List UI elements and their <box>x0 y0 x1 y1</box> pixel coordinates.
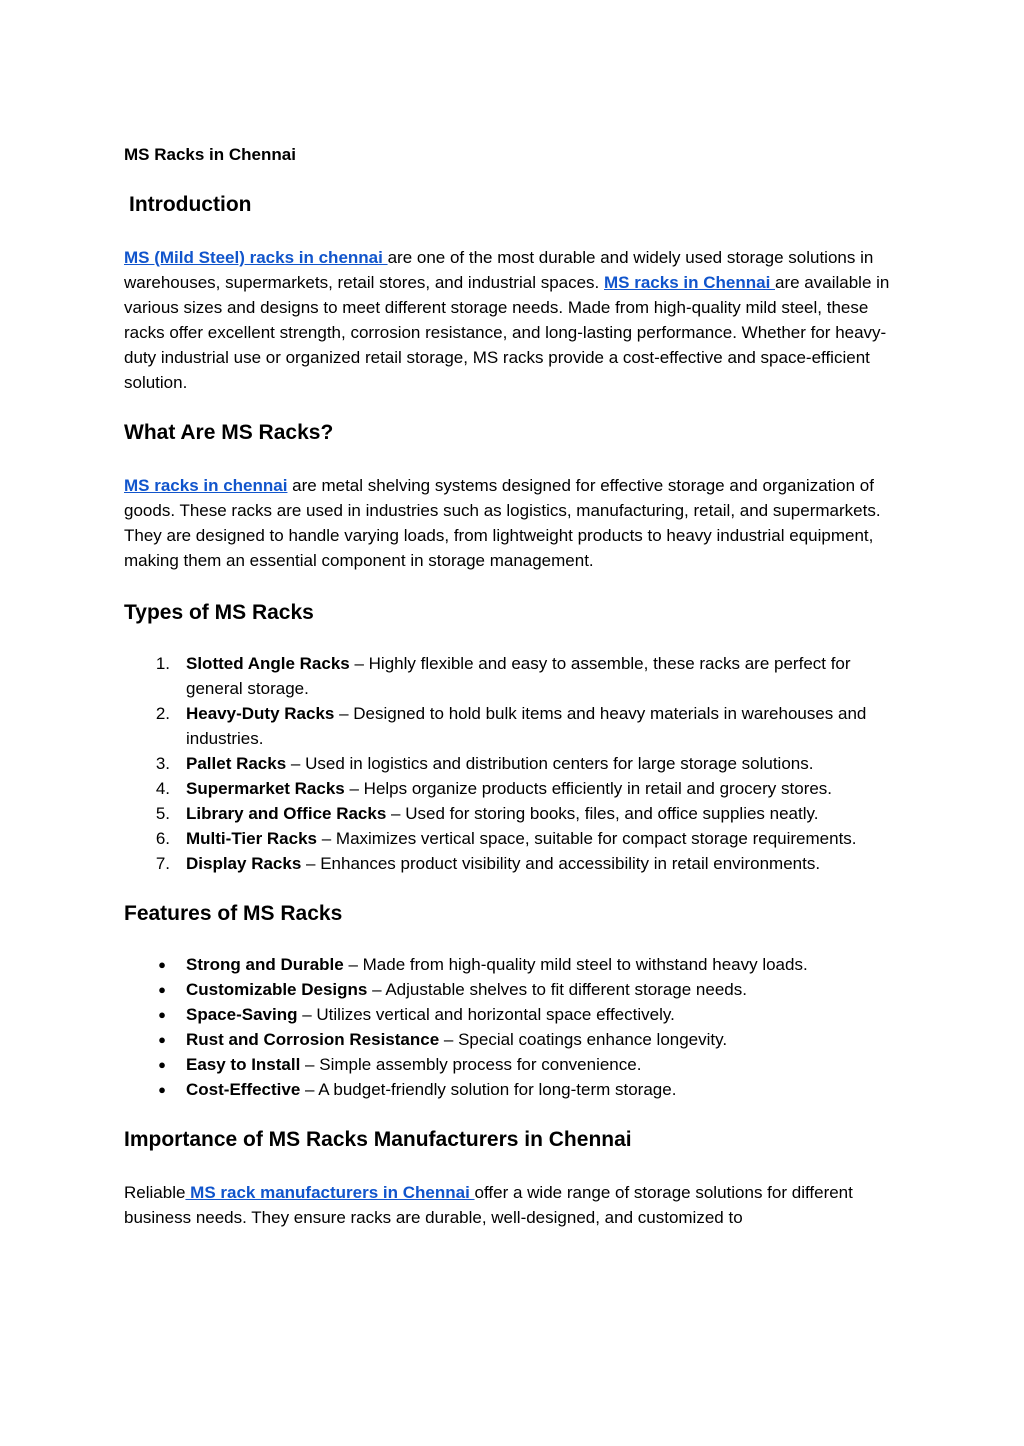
list-number: 5. <box>155 804 170 823</box>
features-list <box>124 952 904 1102</box>
ms-racks-link-2[interactable]: MS racks in Chennai <box>604 273 776 292</box>
list-item <box>124 751 904 776</box>
item-text: – Utilizes vertical and horizontal space effectively. <box>297 1005 675 1024</box>
list-item <box>124 851 904 876</box>
importance-heading: Importance of MS Racks Manufacturers in Chennai <box>124 1128 632 1151</box>
introduction-heading: Introduction <box>129 193 252 216</box>
item-text: – Used for storing books, files, and office supplies neatly. <box>386 804 819 823</box>
ms-racks-link-3[interactable]: MS racks in chennai <box>124 476 288 495</box>
item-text: – Designed to hold bulk items and heavy materials in warehouses and industries. <box>186 704 867 748</box>
item-text: – Made from high-quality mild steel to withstand heavy loads. <box>343 955 808 974</box>
item-title: Multi-Tier Racks <box>186 829 318 848</box>
types-heading: Types of MS Racks <box>124 601 314 624</box>
item-title: Heavy-Duty Racks <box>186 704 335 723</box>
what-are-paragraph <box>124 473 904 573</box>
item-text: – Helps organize products efficiently in retail and grocery stores. <box>344 779 833 798</box>
list-item <box>124 826 904 851</box>
document-content <box>124 144 904 1230</box>
intro-text-1: are one of the most durable and widely used storage solutions in warehouses, supermarkets, retail stores, and industrial spaces. <box>124 248 874 292</box>
list-number: 4. <box>155 779 170 798</box>
item-title: Pallet Racks <box>186 754 287 773</box>
importance-text: offer a wide range of storage solutions for different business needs. They ensure racks are durable, well-designed, and customized to <box>124 1183 853 1227</box>
intro-text-2: are available in various sizes and designs to meet different storage needs. Made from high-quality mild steel, these racks offer excellent strength, corrosion resistance, and long-lasting performance. Whether for heavy-duty industrial use or organized retail storage, MS racks provide a cost-effective and space-efficient solution. <box>124 273 890 392</box>
item-title: Cost-Effective <box>186 1080 301 1099</box>
item-text: – Simple assembly process for convenience. <box>300 1055 642 1074</box>
list-item <box>124 977 904 1002</box>
item-title: Customizable Designs <box>186 980 368 999</box>
what-are-heading: What Are MS Racks? <box>124 421 334 444</box>
bullet-icon: ● <box>158 1082 166 1097</box>
what-text: are metal shelving systems designed for effective storage and organization of goods. These racks are used in industries such as logistics, manufacturing, retail, and supermarkets. They are designed to handle varying loads, from lightweight products to heavy industrial equipment, making them an essential component in storage management. <box>124 476 881 570</box>
list-number: 3. <box>155 754 170 773</box>
item-text: – Adjustable shelves to fit different storage needs. <box>367 980 747 999</box>
ms-racks-link-1[interactable]: MS (Mild Steel) racks in chennai <box>124 248 388 267</box>
ms-rack-manufacturers-link[interactable]: MS rack manufacturers in Chennai <box>185 1183 475 1202</box>
item-text: – Highly flexible and easy to assemble, these racks are perfect for general storage. <box>186 654 851 698</box>
list-item <box>124 952 904 977</box>
list-item <box>124 776 904 801</box>
list-number: 7. <box>155 854 170 873</box>
list-item <box>124 801 904 826</box>
bullet-icon: ● <box>158 1057 166 1072</box>
list-item <box>124 1027 904 1052</box>
list-item <box>124 1052 904 1077</box>
list-item <box>124 1002 904 1027</box>
item-title: Library and Office Racks <box>186 804 387 823</box>
document-title: MS Racks in Chennai <box>124 145 296 164</box>
item-text: – Maximizes vertical space, suitable for compact storage requirements. <box>317 829 857 848</box>
item-title: Easy to Install <box>186 1055 301 1074</box>
bullet-icon: ● <box>158 957 166 972</box>
item-text: – A budget-friendly solution for long-term storage. <box>300 1080 677 1099</box>
item-text: – Special coatings enhance longevity. <box>439 1030 728 1049</box>
list-number: 6. <box>155 829 170 848</box>
item-title: Space-Saving <box>186 1005 298 1024</box>
item-text: – Enhances product visibility and accessibility in retail environments. <box>301 854 821 873</box>
bullet-icon: ● <box>158 1032 166 1047</box>
item-title: Supermarket Racks <box>186 779 345 798</box>
importance-paragraph <box>124 1180 904 1230</box>
item-title: Rust and Corrosion Resistance <box>186 1030 440 1049</box>
types-list <box>124 651 904 876</box>
item-title: Strong and Durable <box>186 955 344 974</box>
list-number: 1. <box>155 654 170 673</box>
item-text: – Used in logistics and distribution centers for large storage solutions. <box>286 754 814 773</box>
list-item <box>124 651 904 701</box>
list-number: 2. <box>155 704 170 723</box>
bullet-icon: ● <box>158 982 166 997</box>
item-title: Display Racks <box>186 854 302 873</box>
bullet-icon: ● <box>158 1007 166 1022</box>
introduction-paragraph <box>124 245 904 395</box>
list-item <box>124 701 904 751</box>
importance-pre: Reliable <box>124 1183 186 1202</box>
item-title: Slotted Angle Racks <box>186 654 350 673</box>
list-item <box>124 1077 904 1102</box>
features-heading: Features of MS Racks <box>124 902 343 925</box>
